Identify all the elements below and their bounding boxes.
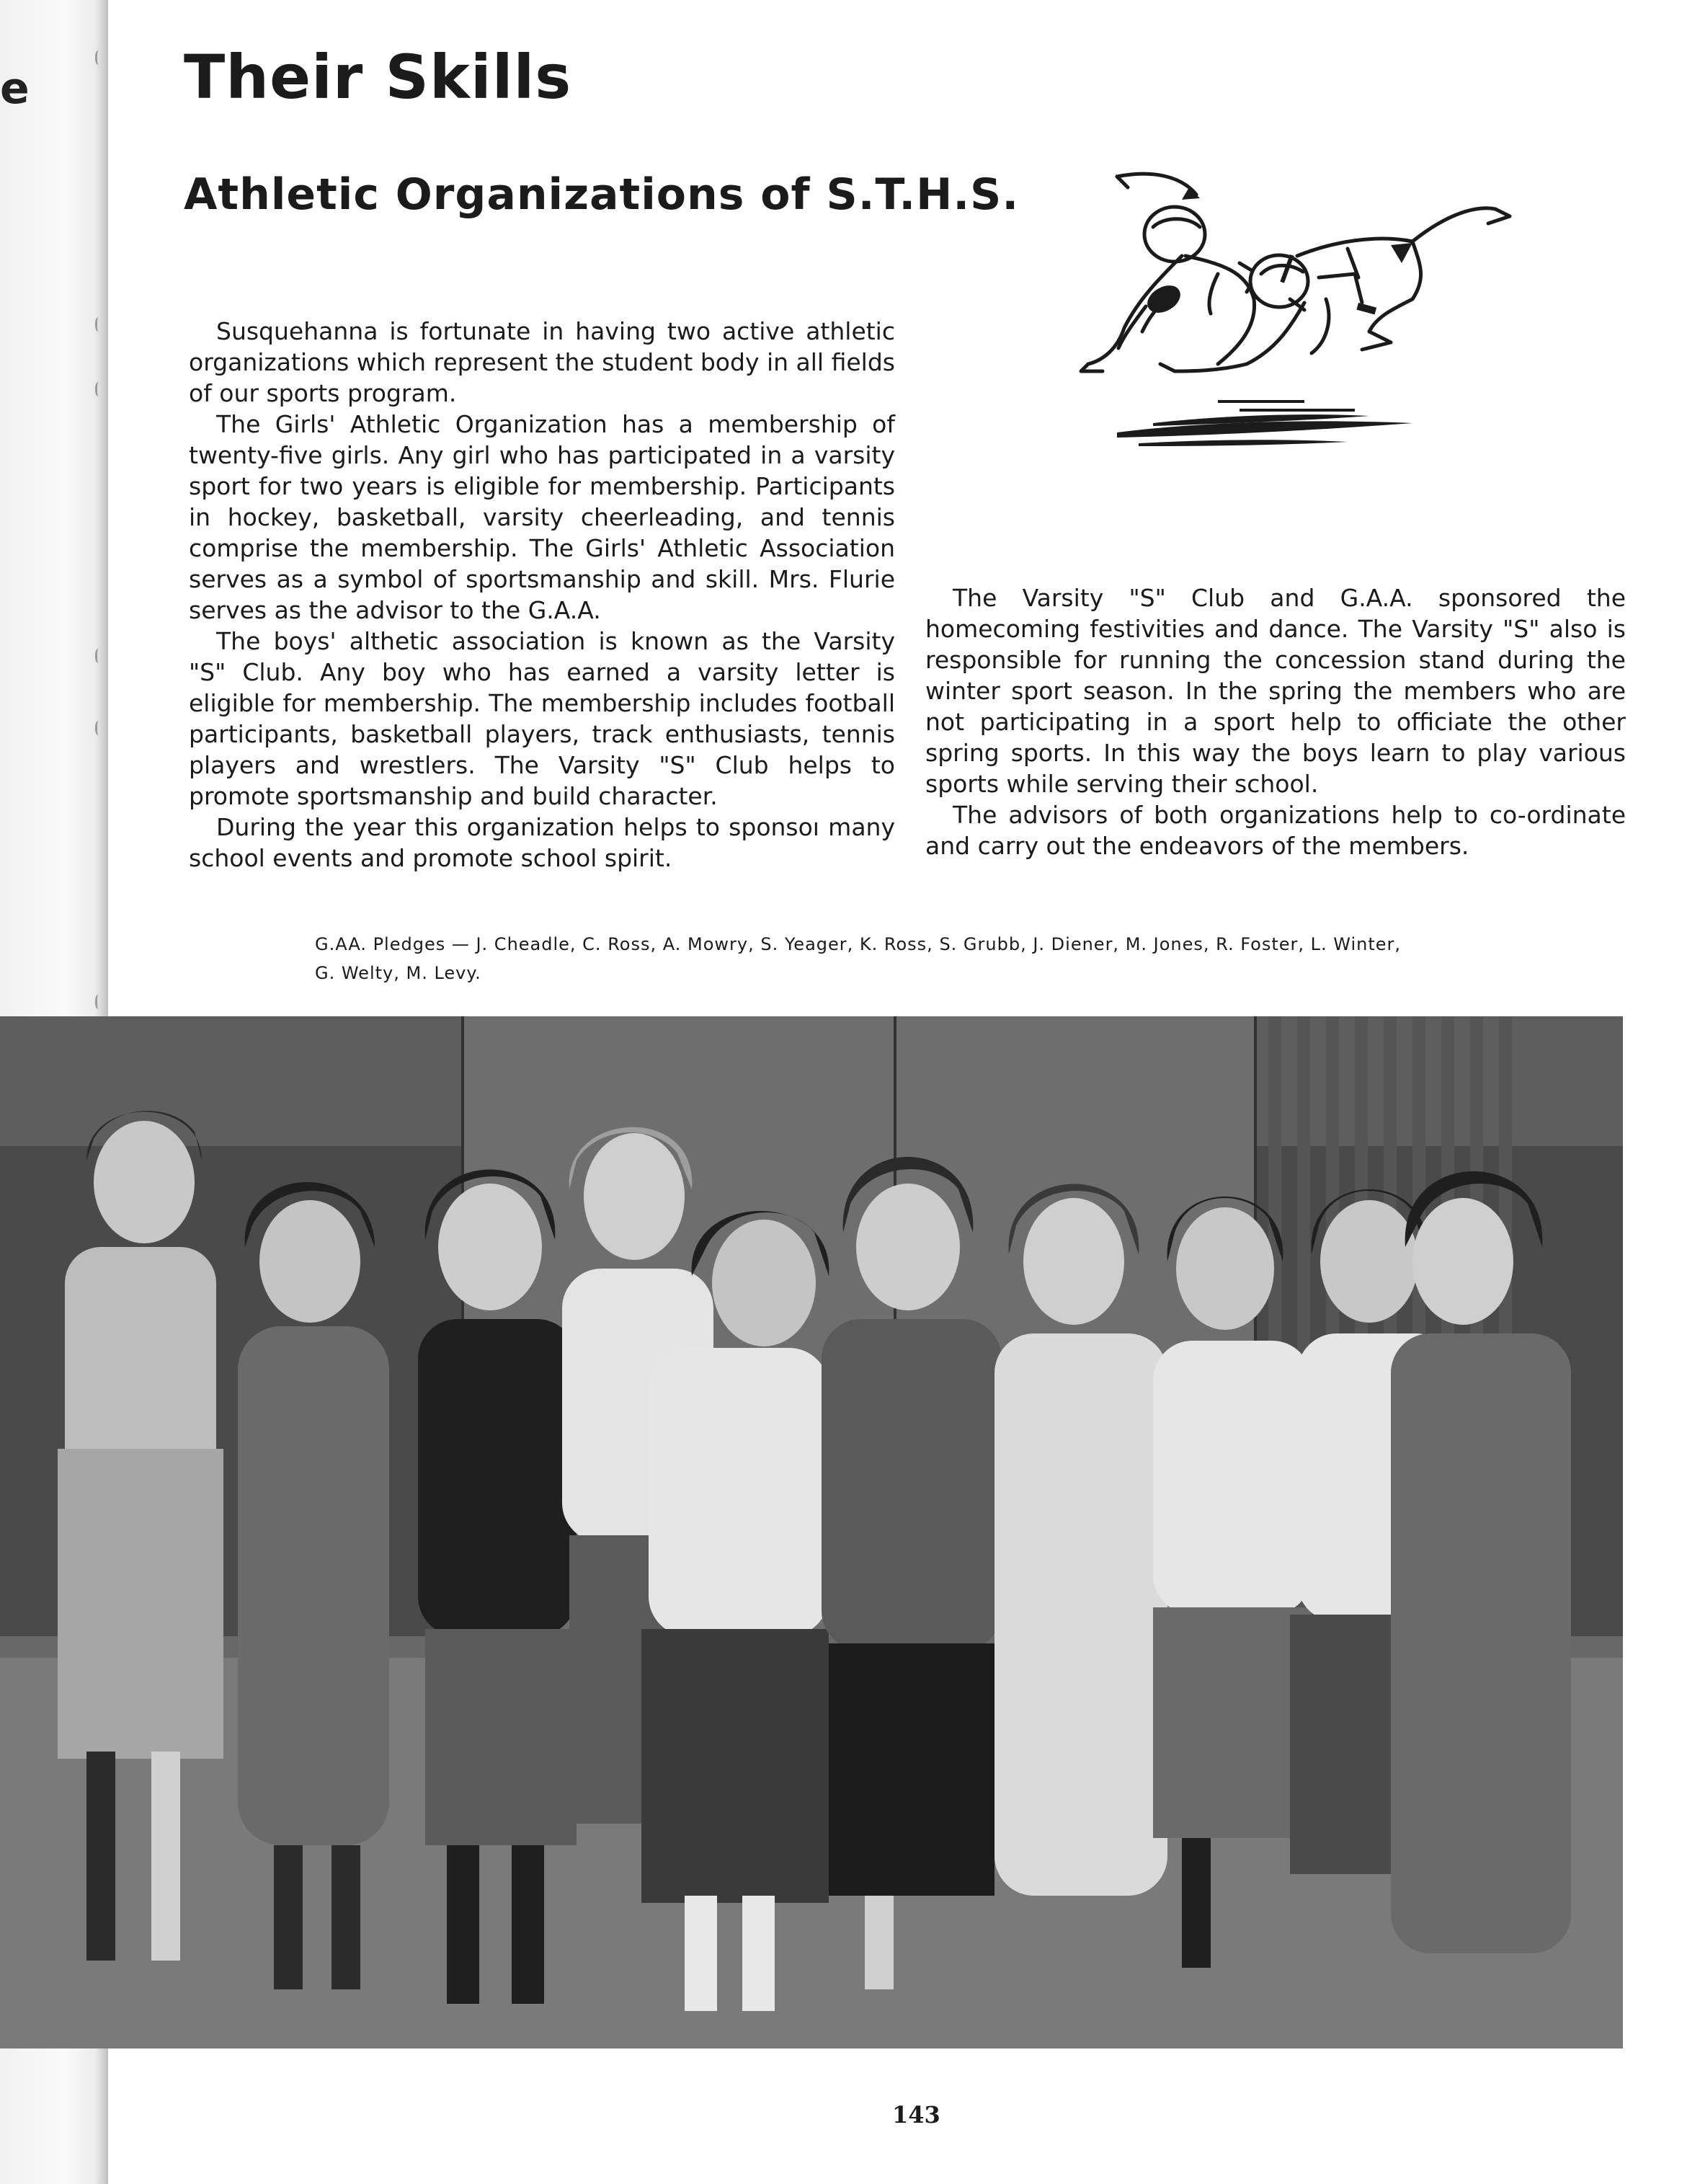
- binding-stitch: [95, 721, 103, 735]
- gutter-text-fragment: e: [0, 63, 30, 114]
- article-paragraph: The advisors of both organizations help to co-ordinate and carry out the endeavors of the members.: [925, 801, 1626, 860]
- article-paragraph: Susquehanna is fortunate in having two active athletic organizations which represent the student body in all fields of our sports program.: [189, 317, 895, 407]
- binding-stitch: [95, 995, 103, 1009]
- binding-stitch: [95, 382, 103, 396]
- group-photo: [0, 1016, 1623, 2048]
- article-paragraph: The boys' althetic association is known as the Varsity "S" Club. Any boy who has earned a varsity letter is eligible for membership. The membership includes football participants, basketball players, track enthusiasts, tennis players and wrestlers. The Varsity "S" Club helps to promote sportsmanship and build character.: [189, 627, 895, 810]
- article-paragraph: The Girls' Athletic Organization has a membership of twenty-five girls. Any girl who has participated in a varsity sport for two years is eligible for membership. Participants in hockey, basketball, varsity cheerleading, and tennis comprise the membership. The Girls' Athletic Association serves as a symbol of sportsmanship and skill. Mrs. Flurie serves as the advisor to the G.A.A.: [189, 410, 895, 624]
- article-paragraph: The Varsity "S" Club and G.A.A. sponsored the homecoming festivities and dance. The Varsity "S" also is responsible for running the concession stand during the winter sport season. In the spring the members who are not participating in a sport help to officiate the other spring sports. In this way the boys learn to play various sports while serving their school.: [925, 584, 1626, 798]
- binding-stitch: [95, 317, 103, 332]
- photo-caption: G.AA. Pledges — J. Cheadle, C. Ross, A. Mowry, S. Yeager, K. Ross, S. Grubb, J. Diener, M. Jones, R. Foster, L. Winter, G. Welty, M. Levy.: [315, 934, 1402, 983]
- page-title: Their Skills: [184, 42, 572, 112]
- page-number: 143: [892, 2101, 940, 2128]
- article-right-column: [925, 582, 1626, 861]
- article-left-column: [189, 316, 895, 874]
- binding-stitch: [95, 50, 103, 65]
- football-players-tackle-illustration: [1074, 155, 1521, 458]
- binding-stitch: [95, 649, 103, 663]
- article-paragraph: During the year this organization helps to sponsoı many school events and promote school spirit.: [189, 813, 895, 872]
- page-subtitle: Athletic Organizations of S.T.H.S.: [184, 169, 1020, 220]
